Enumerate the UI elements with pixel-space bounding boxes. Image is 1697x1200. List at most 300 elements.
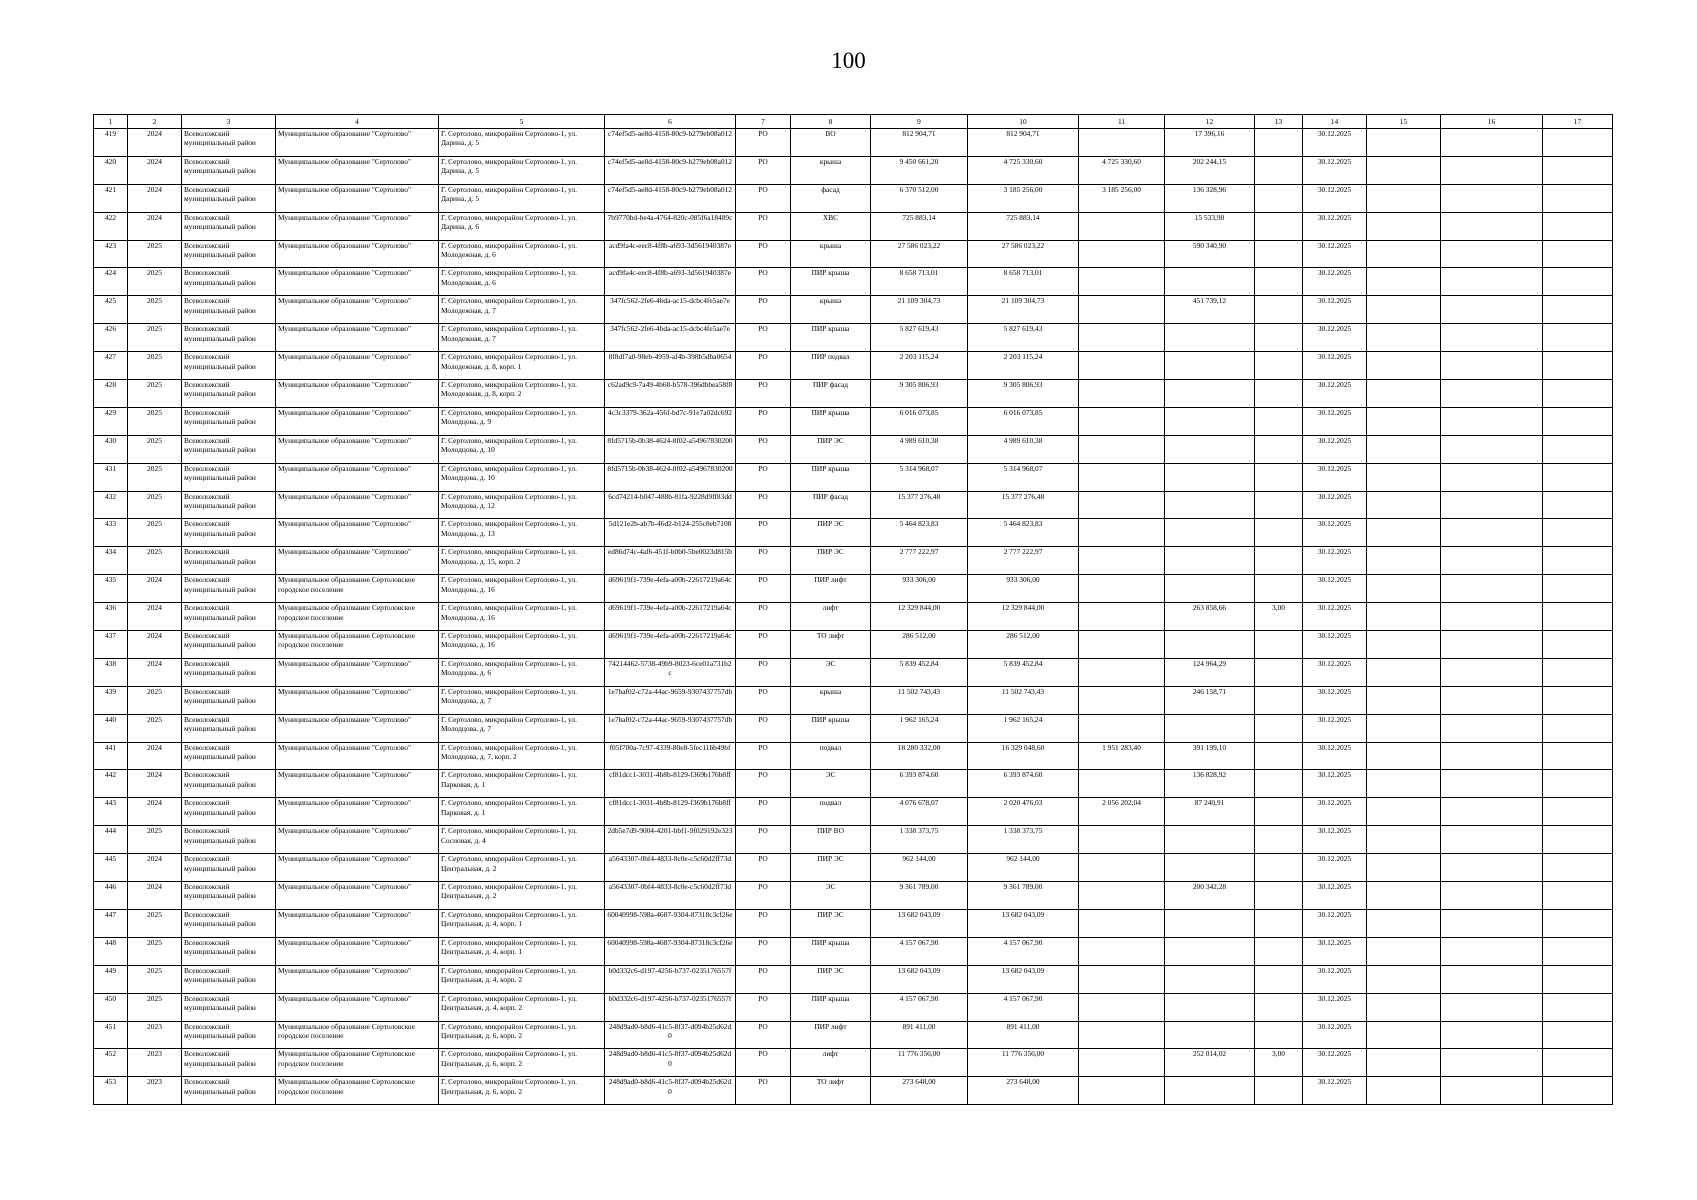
cell-deadline: 30.12.2025 <box>1303 826 1367 854</box>
cell-address: Г. Сертолово, микрорайон Сертолово-1, ул. Молодцова, д. 10 <box>439 463 605 491</box>
table-row <box>94 240 1613 268</box>
cell-col-16 <box>1441 491 1543 519</box>
cell-guid: d69619f1-739e-4efa-a00b-22617219a64c <box>605 575 736 603</box>
cell-quantity: 3,00 <box>1255 603 1303 631</box>
table-row <box>94 742 1613 770</box>
cell-other-cost <box>1079 1077 1165 1105</box>
table-row <box>94 965 1613 993</box>
cell-year: 2024 <box>128 631 182 659</box>
cell-district: Всеволожский муниципальный район <box>182 798 276 826</box>
cell-total-cost: 5 314 968,07 <box>871 463 968 491</box>
cell-fund-cost: 5 827 619,43 <box>968 324 1079 352</box>
cell-col-17 <box>1543 1077 1613 1105</box>
cell-municipality: Муниципальное образование "Сертолово" <box>276 519 439 547</box>
cell-col-17 <box>1543 658 1613 686</box>
column-number: 3 <box>182 115 276 129</box>
cell-municipality: Муниципальное образование "Сертолово" <box>276 714 439 742</box>
cell-year: 2025 <box>128 826 182 854</box>
cell-municipality: Муниципальное образование "Сертолово" <box>276 882 439 910</box>
cell-municipality: Муниципальное образование "Сертолово" <box>276 798 439 826</box>
cell-fund-cost: 933 306,00 <box>968 575 1079 603</box>
cell-quantity <box>1255 854 1303 882</box>
cell-col-17 <box>1543 184 1613 212</box>
cell-guid: 347fc562-2fe6-4bda-ac15-dcbc4fe5ae7e <box>605 296 736 324</box>
cell-address: Г. Сертолово, микрорайон Сертолово-1, ул. Молодцова, д. 9 <box>439 407 605 435</box>
cell-type: РО <box>736 1049 791 1077</box>
cell-type: РО <box>736 156 791 184</box>
cell-extra-cost <box>1165 937 1255 965</box>
cell-other-cost <box>1079 491 1165 519</box>
table-row <box>94 547 1613 575</box>
cell-year: 2024 <box>128 129 182 157</box>
cell-guid: 2db5e7d9-9004-4201-bbf1-9f029192e323 <box>605 826 736 854</box>
cell-col-15 <box>1367 658 1441 686</box>
cell-municipality: Муниципальное образование "Сертолово" <box>276 491 439 519</box>
cell-extra-cost <box>1165 575 1255 603</box>
cell-guid: 8f8df7a0-98eb-4959-af4b-398b5dba0654 <box>605 352 736 380</box>
table-row <box>94 909 1613 937</box>
cell-extra-cost: 136 828,92 <box>1165 770 1255 798</box>
cell-quantity <box>1255 993 1303 1021</box>
cell-type: РО <box>736 798 791 826</box>
cell-year: 2024 <box>128 156 182 184</box>
cell-municipality: Муниципальное образование Сертоловское городское поселение <box>276 1021 439 1049</box>
cell-guid: cf81dcc1-3031-4b8b-8129-f369b176b8ff <box>605 770 736 798</box>
cell-work-type: лифт <box>791 603 871 631</box>
table-row <box>94 937 1613 965</box>
cell-guid: 347fc562-2fe6-4bda-ac15-dcbc4fe5ae7e <box>605 324 736 352</box>
cell-row-number: 422 <box>94 212 128 240</box>
cell-type: РО <box>736 882 791 910</box>
cell-col-17 <box>1543 631 1613 659</box>
table-body <box>94 129 1613 1105</box>
cell-row-number: 421 <box>94 184 128 212</box>
cell-district: Всеволожский муниципальный район <box>182 380 276 408</box>
cell-col-16 <box>1441 184 1543 212</box>
cell-type: РО <box>736 380 791 408</box>
cell-extra-cost: 451 739,12 <box>1165 296 1255 324</box>
cell-municipality: Муниципальное образование Сертоловское городское поселение <box>276 631 439 659</box>
cell-col-17 <box>1543 575 1613 603</box>
cell-deadline: 30.12.2025 <box>1303 212 1367 240</box>
cell-deadline: 30.12.2025 <box>1303 937 1367 965</box>
cell-other-cost <box>1079 380 1165 408</box>
cell-year: 2025 <box>128 491 182 519</box>
cell-extra-cost: 200 342,28 <box>1165 882 1255 910</box>
cell-col-17 <box>1543 547 1613 575</box>
table-row <box>94 714 1613 742</box>
cell-col-16 <box>1441 519 1543 547</box>
cell-fund-cost: 11 502 743,43 <box>968 686 1079 714</box>
cell-col-17 <box>1543 603 1613 631</box>
cell-fund-cost: 4 157 067,90 <box>968 937 1079 965</box>
cell-col-15 <box>1367 184 1441 212</box>
cell-col-15 <box>1367 575 1441 603</box>
cell-deadline: 30.12.2025 <box>1303 491 1367 519</box>
cell-district: Всеволожский муниципальный район <box>182 575 276 603</box>
cell-municipality: Муниципальное образование "Сертолово" <box>276 993 439 1021</box>
column-number: 12 <box>1165 115 1255 129</box>
cell-col-16 <box>1441 407 1543 435</box>
cell-work-type: ВО <box>791 129 871 157</box>
cell-other-cost <box>1079 965 1165 993</box>
cell-work-type: ПИР фасад <box>791 491 871 519</box>
cell-row-number: 427 <box>94 352 128 380</box>
cell-district: Всеволожский муниципальный район <box>182 770 276 798</box>
cell-address: Г. Сертолово, микрорайон Сертолово-1, ул. Молодежная, д. 8, корп. 1 <box>439 352 605 380</box>
cell-type: РО <box>736 631 791 659</box>
cell-other-cost <box>1079 658 1165 686</box>
table-row <box>94 407 1613 435</box>
cell-total-cost: 15 377 276,48 <box>871 491 968 519</box>
cell-municipality: Муниципальное образование "Сертолово" <box>276 324 439 352</box>
cell-address: Г. Сертолово, микрорайон Сертолово-1, ул. Молодцова, д. 7 <box>439 714 605 742</box>
cell-address: Г. Сертолово, микрорайон Сертолово-1, ул. Молодежная, д. 6 <box>439 268 605 296</box>
cell-total-cost: 4 157 067,90 <box>871 993 968 1021</box>
cell-work-type: ПИР ВО <box>791 826 871 854</box>
cell-work-type: ПИР подвал <box>791 352 871 380</box>
cell-district: Всеволожский муниципальный район <box>182 240 276 268</box>
cell-col-17 <box>1543 491 1613 519</box>
cell-work-type: крыша <box>791 240 871 268</box>
column-number: 10 <box>968 115 1079 129</box>
cell-row-number: 438 <box>94 658 128 686</box>
cell-row-number: 420 <box>94 156 128 184</box>
cell-guid: 248d9ad0-b8d6-41c5-8f37-d094b25d62d0 <box>605 1021 736 1049</box>
cell-district: Всеволожский муниципальный район <box>182 686 276 714</box>
cell-address: Г. Сертолово, микрорайон Сертолово-1, ул. Дарина, д. 5 <box>439 184 605 212</box>
cell-col-16 <box>1441 686 1543 714</box>
cell-col-15 <box>1367 1049 1441 1077</box>
cell-address: Г. Сертолово, микрорайон Сертолово-1, ул. Центральная, д. 6, корп. 2 <box>439 1077 605 1105</box>
cell-total-cost: 6 393 874,60 <box>871 770 968 798</box>
cell-quantity <box>1255 268 1303 296</box>
cell-col-16 <box>1441 798 1543 826</box>
cell-type: РО <box>736 352 791 380</box>
table-row <box>94 1049 1613 1077</box>
cell-quantity <box>1255 798 1303 826</box>
cell-deadline: 30.12.2025 <box>1303 268 1367 296</box>
cell-other-cost <box>1079 1021 1165 1049</box>
cell-other-cost <box>1079 826 1165 854</box>
cell-col-17 <box>1543 882 1613 910</box>
cell-other-cost <box>1079 770 1165 798</box>
cell-year: 2025 <box>128 909 182 937</box>
cell-address: Г. Сертолово, микрорайон Сертолово-1, ул. Молодежная, д. 7 <box>439 296 605 324</box>
cell-quantity <box>1255 547 1303 575</box>
cell-year: 2024 <box>128 742 182 770</box>
cell-other-cost <box>1079 854 1165 882</box>
cell-total-cost: 9 305 806,93 <box>871 380 968 408</box>
cell-total-cost: 286 512,00 <box>871 631 968 659</box>
cell-district: Всеволожский муниципальный район <box>182 296 276 324</box>
cell-fund-cost: 9 305 806,93 <box>968 380 1079 408</box>
cell-col-15 <box>1367 798 1441 826</box>
cell-work-type: ТО лифт <box>791 631 871 659</box>
cell-type: РО <box>736 575 791 603</box>
cell-row-number: 441 <box>94 742 128 770</box>
cell-col-17 <box>1543 854 1613 882</box>
column-number: 2 <box>128 115 182 129</box>
cell-fund-cost: 5 839 452,84 <box>968 658 1079 686</box>
cell-deadline: 30.12.2025 <box>1303 686 1367 714</box>
table-row <box>94 575 1613 603</box>
cell-other-cost <box>1079 882 1165 910</box>
cell-fund-cost: 6 393 874,60 <box>968 770 1079 798</box>
cell-municipality: Муниципальное образование "Сертолово" <box>276 184 439 212</box>
cell-extra-cost <box>1165 324 1255 352</box>
cell-col-16 <box>1441 854 1543 882</box>
cell-deadline: 30.12.2025 <box>1303 742 1367 770</box>
cell-fund-cost: 13 682 043,09 <box>968 965 1079 993</box>
cell-guid: 1e7baf02-c72a-44ac-9659-9307437757db <box>605 714 736 742</box>
cell-year: 2024 <box>128 212 182 240</box>
cell-extra-cost <box>1165 491 1255 519</box>
cell-guid: 60040998-598a-4687-9304-87318c3cf26e <box>605 909 736 937</box>
cell-type: РО <box>736 324 791 352</box>
cell-municipality: Муниципальное образование "Сертолово" <box>276 547 439 575</box>
cell-col-15 <box>1367 380 1441 408</box>
cell-col-16 <box>1441 909 1543 937</box>
cell-row-number: 442 <box>94 770 128 798</box>
cell-type: РО <box>736 937 791 965</box>
cell-type: РО <box>736 491 791 519</box>
cell-col-16 <box>1441 463 1543 491</box>
cell-fund-cost: 2 020 476,03 <box>968 798 1079 826</box>
cell-guid: 4c3c3379-362a-456f-bd7c-91e7a02dc692 <box>605 407 736 435</box>
cell-district: Всеволожский муниципальный район <box>182 965 276 993</box>
cell-row-number: 435 <box>94 575 128 603</box>
cell-total-cost: 2 203 115,24 <box>871 352 968 380</box>
cell-extra-cost <box>1165 407 1255 435</box>
cell-total-cost: 11 776 356,00 <box>871 1049 968 1077</box>
cell-work-type: ПИР крыша <box>791 937 871 965</box>
cell-quantity <box>1255 882 1303 910</box>
cell-col-17 <box>1543 770 1613 798</box>
cell-guid: c74ef5d5-ae8d-4158-80c9-b279eb08a012 <box>605 184 736 212</box>
cell-municipality: Муниципальное образование "Сертолово" <box>276 686 439 714</box>
cell-year: 2025 <box>128 937 182 965</box>
cell-col-17 <box>1543 826 1613 854</box>
cell-guid: acd9fa4c-eec8-4f8b-a693-3d561940387e <box>605 240 736 268</box>
cell-col-15 <box>1367 826 1441 854</box>
cell-district: Всеволожский муниципальный район <box>182 631 276 659</box>
cell-other-cost <box>1079 352 1165 380</box>
cell-deadline: 30.12.2025 <box>1303 798 1367 826</box>
cell-municipality: Муниципальное образование Сертоловское городское поселение <box>276 1077 439 1105</box>
register-table <box>93 114 1613 1105</box>
cell-address: Г. Сертолово, микрорайон Сертолово-1, ул. Молодцова, д. 15, корп. 2 <box>439 547 605 575</box>
cell-deadline: 30.12.2025 <box>1303 240 1367 268</box>
cell-col-16 <box>1441 742 1543 770</box>
cell-deadline: 30.12.2025 <box>1303 714 1367 742</box>
table-row <box>94 184 1613 212</box>
cell-other-cost <box>1079 519 1165 547</box>
cell-row-number: 426 <box>94 324 128 352</box>
cell-district: Всеволожский муниципальный район <box>182 407 276 435</box>
cell-address: Г. Сертолово, микрорайон Сертолово-1, ул. Молодцова, д. 16 <box>439 631 605 659</box>
cell-fund-cost: 2 777 222,97 <box>968 547 1079 575</box>
cell-guid: 74214462-5738-49b9-8023-6ce01a731b2c <box>605 658 736 686</box>
cell-row-number: 432 <box>94 491 128 519</box>
cell-guid: f05f700a-7c97-4339-80e8-5fec11bb49bf <box>605 742 736 770</box>
column-number: 14 <box>1303 115 1367 129</box>
cell-quantity: 3,00 <box>1255 1049 1303 1077</box>
cell-col-15 <box>1367 129 1441 157</box>
cell-address: Г. Сертолово, микрорайон Сертолово-1, ул. Центральная, д. 4, корп. 2 <box>439 993 605 1021</box>
cell-col-15 <box>1367 547 1441 575</box>
cell-type: РО <box>736 129 791 157</box>
cell-other-cost <box>1079 463 1165 491</box>
cell-col-17 <box>1543 156 1613 184</box>
cell-work-type: ПИР ЭС <box>791 547 871 575</box>
cell-col-15 <box>1367 742 1441 770</box>
cell-district: Всеволожский муниципальный район <box>182 714 276 742</box>
cell-year: 2024 <box>128 882 182 910</box>
cell-year: 2025 <box>128 965 182 993</box>
cell-year: 2025 <box>128 435 182 463</box>
cell-col-15 <box>1367 909 1441 937</box>
cell-col-16 <box>1441 547 1543 575</box>
cell-quantity <box>1255 491 1303 519</box>
cell-district: Всеволожский муниципальный район <box>182 854 276 882</box>
cell-col-15 <box>1367 352 1441 380</box>
cell-municipality: Муниципальное образование "Сертолово" <box>276 826 439 854</box>
cell-deadline: 30.12.2025 <box>1303 1077 1367 1105</box>
cell-quantity <box>1255 714 1303 742</box>
cell-fund-cost: 4 157 067,90 <box>968 993 1079 1021</box>
cell-municipality: Муниципальное образование "Сертолово" <box>276 296 439 324</box>
cell-col-17 <box>1543 909 1613 937</box>
cell-type: РО <box>736 854 791 882</box>
cell-deadline: 30.12.2025 <box>1303 603 1367 631</box>
cell-work-type: ПИР крыша <box>791 324 871 352</box>
cell-type: РО <box>736 658 791 686</box>
cell-type: РО <box>736 993 791 1021</box>
cell-year: 2024 <box>128 798 182 826</box>
cell-year: 2023 <box>128 1021 182 1049</box>
cell-district: Всеволожский муниципальный район <box>182 491 276 519</box>
cell-extra-cost <box>1165 826 1255 854</box>
cell-col-17 <box>1543 268 1613 296</box>
cell-extra-cost: 246 158,71 <box>1165 686 1255 714</box>
cell-quantity <box>1255 1077 1303 1105</box>
cell-guid: d69619f1-739e-4efa-a00b-22617219a64c <box>605 603 736 631</box>
cell-address: Г. Сертолово, микрорайон Сертолово-1, ул. Центральная, д. 6, корп. 2 <box>439 1021 605 1049</box>
cell-col-17 <box>1543 435 1613 463</box>
table-row <box>94 1021 1613 1049</box>
table-row <box>94 268 1613 296</box>
cell-total-cost: 9 450 661,20 <box>871 156 968 184</box>
column-number-row <box>94 115 1613 129</box>
cell-fund-cost: 21 109 304,73 <box>968 296 1079 324</box>
cell-col-16 <box>1441 937 1543 965</box>
cell-guid: 1e7baf02-c72a-44ac-9659-9307437757db <box>605 686 736 714</box>
cell-col-17 <box>1543 686 1613 714</box>
cell-row-number: 440 <box>94 714 128 742</box>
cell-total-cost: 4 989 610,38 <box>871 435 968 463</box>
cell-fund-cost: 4 725 330,60 <box>968 156 1079 184</box>
cell-municipality: Муниципальное образование Сертоловское городское поселение <box>276 603 439 631</box>
cell-col-17 <box>1543 937 1613 965</box>
cell-col-17 <box>1543 714 1613 742</box>
cell-row-number: 450 <box>94 993 128 1021</box>
cell-type: РО <box>736 1077 791 1105</box>
cell-row-number: 447 <box>94 909 128 937</box>
cell-total-cost: 5 464 823,83 <box>871 519 968 547</box>
cell-fund-cost: 15 377 276,48 <box>968 491 1079 519</box>
cell-col-15 <box>1367 463 1441 491</box>
cell-quantity <box>1255 937 1303 965</box>
cell-deadline: 30.12.2025 <box>1303 129 1367 157</box>
cell-quantity <box>1255 770 1303 798</box>
column-number: 9 <box>871 115 968 129</box>
cell-address: Г. Сертолово, микрорайон Сертолово-1, ул. Дарина, д. 6 <box>439 212 605 240</box>
cell-fund-cost: 962 144,00 <box>968 854 1079 882</box>
table-row <box>94 129 1613 157</box>
cell-guid: a5643307-0bf4-4833-8c0e-c5c60d2ff73d <box>605 854 736 882</box>
cell-col-16 <box>1441 993 1543 1021</box>
cell-guid: c74ef5d5-ae8d-4158-80c9-b279eb08a012 <box>605 129 736 157</box>
cell-municipality: Муниципальное образование Сертоловское городское поселение <box>276 575 439 603</box>
cell-deadline: 30.12.2025 <box>1303 854 1367 882</box>
table-row <box>94 380 1613 408</box>
cell-fund-cost: 2 203 115,24 <box>968 352 1079 380</box>
cell-col-16 <box>1441 129 1543 157</box>
column-number: 13 <box>1255 115 1303 129</box>
table-row <box>94 993 1613 1021</box>
cell-work-type: крыша <box>791 156 871 184</box>
cell-fund-cost: 27 586 023,22 <box>968 240 1079 268</box>
cell-year: 2024 <box>128 575 182 603</box>
cell-col-15 <box>1367 212 1441 240</box>
column-number: 8 <box>791 115 871 129</box>
cell-address: Г. Сертолово, микрорайон Сертолово-1, ул. Центральная, д. 4, корп. 2 <box>439 965 605 993</box>
cell-district: Всеволожский муниципальный район <box>182 909 276 937</box>
cell-municipality: Муниципальное образование "Сертолово" <box>276 463 439 491</box>
cell-extra-cost: 87 240,91 <box>1165 798 1255 826</box>
cell-other-cost <box>1079 714 1165 742</box>
cell-extra-cost: 252 014,02 <box>1165 1049 1255 1077</box>
cell-district: Всеволожский муниципальный район <box>182 882 276 910</box>
cell-total-cost: 12 329 844,00 <box>871 603 968 631</box>
cell-year: 2023 <box>128 1077 182 1105</box>
cell-total-cost: 273 648,00 <box>871 1077 968 1105</box>
cell-col-17 <box>1543 240 1613 268</box>
cell-col-15 <box>1367 1077 1441 1105</box>
cell-municipality: Муниципальное образование "Сертолово" <box>276 658 439 686</box>
cell-other-cost <box>1079 212 1165 240</box>
cell-extra-cost <box>1165 268 1255 296</box>
cell-type: РО <box>736 603 791 631</box>
cell-type: РО <box>736 407 791 435</box>
cell-col-16 <box>1441 575 1543 603</box>
cell-address: Г. Сертолово, микрорайон Сертолово-1, ул. Молодежная, д. 7 <box>439 324 605 352</box>
cell-type: РО <box>736 435 791 463</box>
cell-col-16 <box>1441 770 1543 798</box>
cell-extra-cost: 17 396,16 <box>1165 129 1255 157</box>
cell-work-type: ПИР ЭС <box>791 965 871 993</box>
cell-col-17 <box>1543 519 1613 547</box>
cell-guid: 5d121e2b-ab7b-46d2-b124-255c8eb7108 <box>605 519 736 547</box>
cell-guid: 8fd5715b-0b38-4624-8f02-a54967830200 <box>605 463 736 491</box>
cell-municipality: Муниципальное образование "Сертолово" <box>276 909 439 937</box>
cell-deadline: 30.12.2025 <box>1303 1049 1367 1077</box>
cell-extra-cost: 263 858,66 <box>1165 603 1255 631</box>
cell-total-cost: 1 962 165,24 <box>871 714 968 742</box>
cell-work-type: фасад <box>791 184 871 212</box>
cell-col-16 <box>1441 212 1543 240</box>
